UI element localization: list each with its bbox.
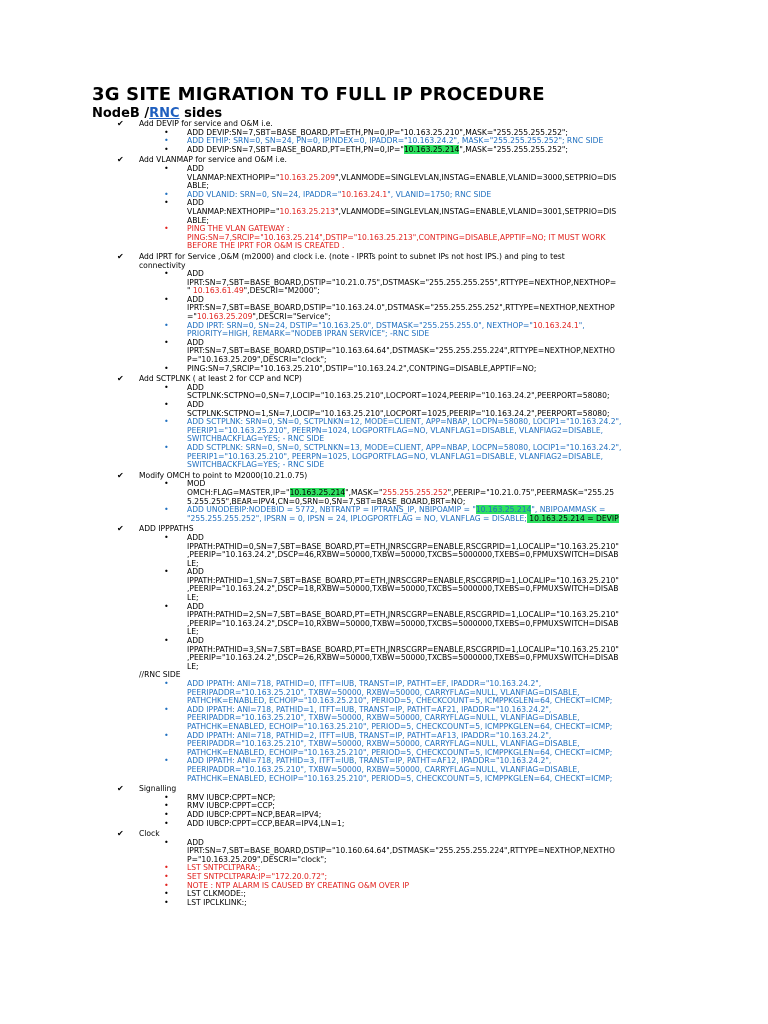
highlighted-ip: 10.163.25.214 [475,505,532,515]
list-item: • ADD IPPATH: ANI=718, PATHID=1, ITFT=IUB, TRANST=IP, PATHT=AF21, IPADDR="10.163.24.2", [164,704,552,714]
list-item: • ADD [164,382,204,392]
subtitle-nodeb: NodeB / [92,106,150,121]
bullet-icon: • [164,363,169,373]
list-item: • ADD DEVIP:SN=7,SBT=BASE_BOARD,PT=ETH,PN=0,IP="10.163.25.214",MASK="255.255.255.252"; [164,144,568,154]
list-item: • ADD IPPATH: ANI=718, PATHID=3, ITFT=IUB, TRANST=IP, PATHT=AF12, IPADDR="10.163.24.2", [164,756,552,766]
list-item-continuation: ,PEERIP="10.163.24.2",DSCP=10,RXBW=50000,TXBW=50000,TXCBS=5000000,TXEBS=0,FPMUXSWITCH=DISAB [187,618,619,628]
bullet-icon: • [164,818,169,828]
bullet-icon: • [164,320,169,330]
bullet-icon: • [164,704,169,714]
list-item-continuation: PATHCHK=ENABLED, ECHOIP="10.163.25.210", PERIOD=5, CHECKCOUNT=5, ICMPPKGLEN=64, CHECKT=ICMP; [187,773,613,783]
list-item-continuation: SWITCHBACKFLAG=YES; - RNC SIDE [187,434,325,444]
bullet-icon: • [164,837,169,847]
list-item-continuation: SWITCHBACKFLAG=YES; - RNC SIDE [187,460,325,470]
list-item: • ADD IPPATH: ANI=718, PATHID=2, ITFT=IUB, TRANST=IP, PATHT=AF13, IPADDR="10.163.24.2", [164,730,552,740]
list-item: • ADD DEVIP:SN=7,SBT=BASE_BOARD,PT=ETH,PN=0,IP="10.163.25.210",MASK="255.255.255.252"; [164,127,568,137]
subtitle-sides: sides [179,106,223,121]
list-item-continuation: IPRT:SN=7,SBT=BASE_BOARD,DSTIP="10.163.64.64",DSTMASK="255.255.255.224",RTTYPE=NEXTHOP,NEXTHO [187,346,615,356]
rnc-side-label: //RNC SIDE [139,670,181,680]
check-icon: ✔ [117,524,124,534]
list-item-continuation: PEERIPADDR="10.163.25.210", TXBW=50000, RXBW=50000, CARRYFLAG=NULL, VLANFlAG=DISABLE, [187,713,580,723]
bullet-icon: • [164,417,169,427]
bullet-icon: • [164,532,169,542]
list-item: • SET SNTPCLTPARA:IP="172.20.0.72"; [164,872,328,882]
list-item-continuation: LE; [187,593,199,603]
bullet-icon: • [164,269,169,279]
list-item-continuation: IPPATH:PATHID=0,SN=7,SBT=BASE_BOARD,PT=ETH,JNRSCGRP=ENABLE,RSCGRPID=1,LOCALIP="10.163.25.210" [187,541,619,551]
check-icon: ✔ [117,470,124,480]
list-item-continuation: PRIORITY=HIGH, REMARK="NODEB IPRAN SERVICE"; -RNC SIDE [187,329,430,339]
bullet-icon: • [164,801,169,811]
list-item-continuation: PING:SN=7,SRCIP="10.163.25.214",DSTIP="10.163.25.213",CONTPING=DISABLE,APPTIF=NO; IT MUST WORK [187,232,606,242]
subtitle-rnc-link[interactable]: RNC [149,106,180,121]
highlighted-devip-note: 10.163.25.214 = DEVIP [526,513,619,523]
list-item-continuation: ,PEERIP="10.163.24.2",DSCP=26,RXBW=50000,TXBW=50000,TXCBS=5000000,TXEBS=0,FPMUXSWITCH=DISAB [187,653,619,663]
section-omch-heading: ✔ Modify OMCH to point to M2000(10.21.0.75) [117,470,308,480]
list-item-continuation: PEERIPADDR="10.163.25.210", TXBW=50000, RXBW=50000, CARRYFLAG=NULL, VLANFlAG=DISABLE, [187,687,580,697]
list-item-continuation: 5.255.255",BEAR=IPV4,CN=0,SRN=0,SN=7,SBT=BASE_BOARD,BRT=NO; [187,496,466,506]
list-item-continuation: IPPATH:PATHID=3,SN=7,SBT=BASE_BOARD,PT=ETH,JNRSCGRP=ENABLE,RSCGRPID=1,LOCALIP="10.163.25.210" [187,644,619,654]
check-icon: ✔ [117,829,124,839]
highlighted-ip: 10.163.25.214 [403,144,460,154]
list-item-continuation: SCTPLNK:SCTPNO=0,SN=7,LOCIP="10.163.25.210",LOCPORT=1024,PEERIP="10.163.24.2",PEERPORT=58080; [187,391,610,401]
list-item-continuation: VLANMAP:NEXTHOPIP="10.163.25.213",VLANMODE=SINGLEVLAN,INSTAG=ENABLE,VLANID=3001,SETPRIO=DIS [187,206,617,216]
check-icon: ✔ [117,784,124,794]
list-item-continuation: LE; [187,627,199,637]
list-item: • ADD ETHIP: SRN=0, SN=24, PN=0, IPINDEX=0, IPADDR="10.163.24.2", MASK="255.255.255.252"; RNC SIDE [164,136,604,146]
bullet-icon: • [164,567,169,577]
list-item-continuation: LE; [187,661,199,671]
bullet-icon: • [164,505,169,515]
bullet-icon: • [164,863,169,873]
list-item: • ADD UNODEBIP:NODEBID = 5772, NBTRANTP = IPTRANS_IP, NBIPOAMIP = "10.163.25.214", NBIPOAMMASK = [164,505,606,515]
list-item: • ADD [164,269,204,279]
bullet-icon: • [164,382,169,392]
list-item: • ADD [164,636,204,646]
procedure-body [0,120,768,907]
list-item: • PING:SN=7,SRCIP="10.163.25.210",DSTIP="10.163.24.2",CONTPING=DISABLE,APPTIF=NO; [164,363,537,373]
bullet-icon: • [164,889,169,899]
page-title: 3G SITE MIGRATION TO FULL IP PROCEDURE [92,84,545,105]
check-icon: ✔ [117,251,124,261]
list-item: • ADD [164,163,204,173]
bullet-icon: • [164,189,169,199]
section-devip-heading: ✔ Add DEVIP for service and O&M i.e. [117,119,273,128]
list-item-continuation: PEERIP1="10.163.25.210", PEERPN=1024, LOGPORTFLAG=NO, VLANFLAG1=DISABLE, VLANFlAG2=DISABLE, [187,425,604,435]
list-item-continuation: ,PEERIP="10.163.24.2",DSCP=46,RXBW=50000,TXBW=50000,TXCBS=5000000,TXEBS=0,FPMUXSWITCH=DISAB [187,550,619,560]
section-ippaths-heading: ✔ ADD IPPPATHS [117,524,194,534]
bullet-icon: • [164,792,169,802]
list-item-continuation: ABLE; [187,181,209,191]
list-item: • ADD [164,337,204,347]
list-item: • ADD IUBCP:CPPT=NCP,BEAR=IPV4; [164,809,322,819]
list-item: • ADD [164,601,204,611]
check-icon: ✔ [117,374,124,384]
list-item-continuation: PEERIPADDR="10.163.25.210", TXBW=50000, RXBW=50000, CARRYFLAG=NULL, VLANFlAG=DISABLE, [187,739,580,749]
list-item-continuation: IPRT:SN=7,SBT=BASE_BOARD,DSTIP="10.160.64.64",DSTMASK="255.255.255.224",RTTYPE=NEXTHOP,NEXTHO [187,846,615,856]
highlighted-ip: 10.163.25.214 [289,487,346,497]
list-item: • NOTE : NTP ALARM IS CAUSED BY CREATING O&M OVER IP [164,880,410,890]
list-item: • RMV IUBCP:CPPT=CCP; [164,801,275,811]
bullet-icon: • [164,294,169,304]
list-item-continuation: ABLE; [187,215,209,225]
list-item-continuation: ,PEERIP="10.163.24.2",DSCP=18,RXBW=50000,TXBW=50000,TXCBS=5000000,TXEBS=0,FPMUXSWITCH=DISAB [187,584,619,594]
list-item: • LST CLKMODE:; [164,889,246,899]
bullet-icon: • [164,442,169,452]
bullet-icon: • [164,479,169,489]
list-item: • ADD [164,532,204,542]
list-item: • ADD [164,837,204,847]
list-item-continuation: PATHCHK=ENABLED, ECHOIP="10.163.25.210", PERIOD=5, CHECKCOUNT=5, ICMPPKGLEN=64, CHECKT=ICMP; [187,696,613,706]
list-item-continuation: PATHCHK=ENABLED, ECHOIP="10.163.25.210", PERIOD=5, CHECKCOUNT=5, ICMPPKGLEN=64, CHECKT=ICMP; [187,747,613,757]
list-item-continuation: PATHCHK=ENABLED, ECHOIP="10.163.25.210", PERIOD=5, CHECKCOUNT=5, ICMPPKGLEN=64, CHECKT=ICMP; [187,721,613,731]
list-item-continuation: P="10.163.25.209",DESCRI="clock"; [187,355,327,365]
list-item: • PING THE VLAN GATEWAY : [164,224,290,234]
list-item: • ADD IPPATH: ANI=718, PATHID=0, ITFT=IUB, TRANST=IP, PATHT=EF, IPADDR="10.163.24.2", [164,679,542,688]
list-item-continuation: BEFORE THE IPRT FOR O&M IS CREATED . [187,241,345,251]
list-item: • LST SNTPCLTPARA:; [164,863,261,873]
list-item-continuation: IPRT:SN=7,SBT=BASE_BOARD,DSTIP="10.163.24.0",DSTMASK="255.255.255.252",RTTYPE=NEXTHOP,NEXTHOP [187,303,615,313]
list-item: • ADD SCTPLNK: SRN=0, SN=0, SCTPLNKN=13, MODE=CLIENT, APP=NBAP, LOCPN=58080, LOCIP1="10.163.24.2", [164,442,622,452]
bullet-icon: • [164,730,169,740]
bullet-icon: • [164,136,169,146]
section-iprt-heading-continuation: connectivity [139,260,186,270]
check-icon: ✔ [117,155,124,165]
bullet-icon: • [164,809,169,819]
list-item-continuation: "255.255.255.252", IPSRN = 0, IPSN = 24, IPLOGPORTFLAG = NO, VLANFLAG = DISABLE; 10.163.25.214 = DEVIP [187,513,619,523]
list-item-continuation: LE; [187,558,199,568]
list-item: • ADD IUBCP:CPPT=CCP,BEAR=IPV4,LN=1; [164,818,345,828]
list-item-continuation: ="10.163.25.209",DESCRI="Service"; [187,312,331,322]
bullet-icon: • [164,601,169,611]
check-icon: ✔ [117,119,124,128]
list-item: • ADD [164,198,204,208]
section-iprt-heading: ✔ Add IPRT for Service ,O&M (m2000) and clock i.e. (note - IPRTs point to subnet IPs not host IPS.) and ping to test [117,251,565,261]
bullet-icon: • [164,679,169,688]
list-item-continuation: SCTPLNK:SCTPNO=1,SN=7,LOCIP="10.163.25.210",LOCPORT=1025,PEERIP="10.163.24.2",PEERPORT=58080; [187,408,610,418]
list-item-continuation: PEERIPADDR="10.163.25.210", TXBW=50000, RXBW=50000, CARRYFLAG=NULL, VLANFlAG=DISABLE, [187,764,580,774]
list-item: • ADD IPRT: SRN=0, SN=24, DSTIP="10.163.25.0", DSTMASK="255.255.255.0", NEXTHOP="10.163.24.1", [164,320,585,330]
bullet-icon: • [164,872,169,882]
list-item: • ADD [164,400,204,409]
list-item: • ADD [164,294,204,304]
list-item-continuation: VLANMAP:NEXTHOPIP="10.163.25.209",VLANMODE=SINGLEVLAN,INSTAG=ENABLE,VLANID=3000,SETPRIO=DIS [187,172,617,182]
list-item-continuation: " 10.163.61.49",DESCRI="M2000"; [187,286,320,296]
bullet-icon: • [164,880,169,890]
list-item: • LST IPCLKLINK:; [164,897,247,907]
list-item: • ADD VLANID: SRN=0, SN=24, IPADDR="10.163.24.1", VLANID=1750; RNC SIDE [164,189,492,199]
bullet-icon: • [164,163,169,173]
bullet-icon: • [164,897,169,907]
list-item-continuation: OMCH:FLAG=MASTER,IP="10.163.25.214",MASK="255.255.255.252",PEERIP="10.21.0.75",PEERMASK="255.25 [187,487,615,497]
bullet-icon: • [164,127,169,137]
section-vlanmap-heading: ✔ Add VLANMAP for service and O&M i.e. [117,155,287,165]
bullet-icon: • [164,636,169,646]
bullet-icon: • [164,224,169,234]
section-clock-heading: ✔ Clock [117,829,160,839]
list-item: • ADD SCTPLNK: SRN=0, SN=0, SCTPLNKN=12, MODE=CLIENT, APP=NBAP, LOCPN=58080, LOCIP1="10.163.24.2", [164,417,622,427]
list-item-continuation: P="10.163.25.209",DESCRI="clock"; [187,854,327,864]
section-sctplnk-heading: ✔ Add SCTPLNK ( at least 2 for CCP and NCP) [117,374,302,384]
list-item: • MOD [164,479,206,489]
list-item-continuation: IPPATH:PATHID=2,SN=7,SBT=BASE_BOARD,PT=ETH,JNRSCGRP=ENABLE,RSCGRPID=1,LOCALIP="10.163.25.210" [187,610,619,620]
bullet-icon: • [164,198,169,208]
list-item: • RMV IUBCP:CPPT=NCP; [164,792,276,802]
bullet-icon: • [164,400,169,409]
list-item-continuation: IPPATH:PATHID=1,SN=7,SBT=BASE_BOARD,PT=ETH,JNRSCGRP=ENABLE,RSCGRPID=1,LOCALIP="10.163.25.210" [187,575,619,585]
bullet-icon: • [164,337,169,347]
list-item: • ADD [164,567,204,577]
bullet-icon: • [164,756,169,766]
bullet-icon: • [164,144,169,154]
list-item-continuation: IPRT:SN=7,SBT=BASE_BOARD,DSTIP="10.21.0.75",DSTMASK="255.255.255.255",RTTYPE=NEXTHOP,NEXTHOP= [187,277,617,287]
list-item-continuation: PEERIP1="10.163.25.210", PEERPN=1025, LOGPORTFLAG=NO, VLANFLAG1=DISABLE, VLANFlAG2=DISABLE, [187,451,604,461]
section-signalling-heading: ✔ Signalling [117,784,177,794]
